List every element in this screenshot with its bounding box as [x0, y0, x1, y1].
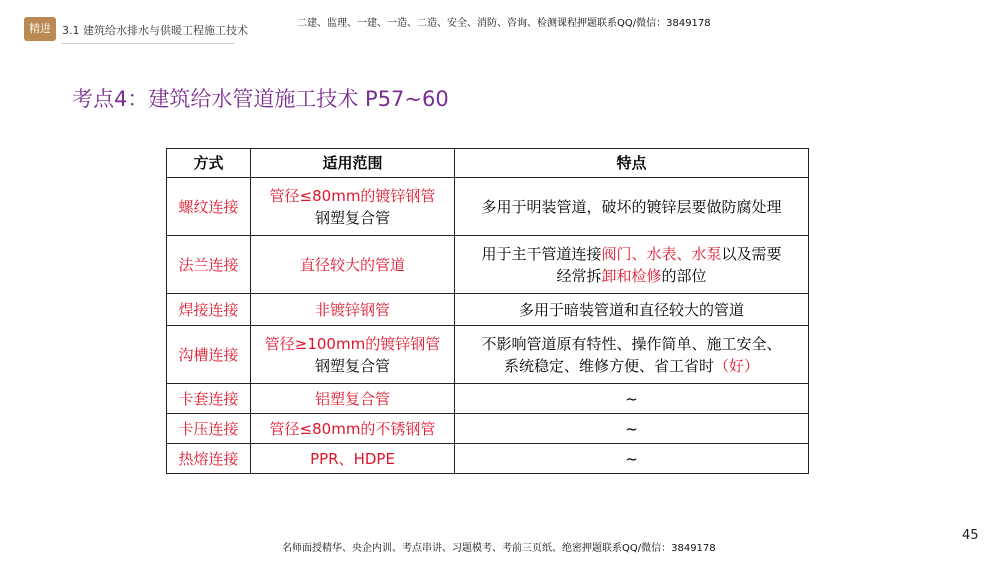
method-cell: 热熔连接 — [167, 444, 251, 474]
header-contact-note: 二建、监理、一建、一造、二造、安全、消防、咨询、检测课程押题联系QQ/微信：3849178 — [297, 18, 711, 29]
feature-cell — [455, 326, 809, 384]
connection-methods-table — [166, 148, 809, 474]
header-scope: 适用范围 — [251, 149, 455, 178]
feature-line — [459, 243, 804, 265]
feature-cell: ~ — [455, 444, 809, 474]
table-row — [167, 294, 809, 326]
section-title: 3.1 建筑给水排水与供暖工程施工技术 — [62, 24, 248, 37]
scope-text: 钢塑复合管 — [314, 356, 390, 375]
scope-highlight: 管径≤80mm的镀锌钢管 — [269, 186, 436, 205]
method-cell: 螺纹连接 — [167, 178, 251, 236]
feature-line — [459, 265, 804, 287]
feature-cell: ~ — [455, 414, 809, 444]
method-cell: 沟槽连接 — [167, 326, 251, 384]
scope-cell: 非镀锌钢管 — [251, 294, 455, 326]
header-method: 方式 — [167, 149, 251, 178]
scope-highlight: 管径≥100mm的镀锌钢管 — [264, 334, 441, 353]
feature-highlight: 阀门、水表、水泵 — [601, 244, 722, 263]
feature-text: 以及需要 — [721, 244, 782, 263]
page-title: 考点4：建筑给水管道施工技术 P57~60 — [72, 87, 449, 111]
feature-text: 经常拆 — [556, 266, 602, 285]
table-row — [167, 444, 809, 474]
feature-line: 不影响管道原有特性、操作简单、施工安全、 — [481, 334, 782, 353]
scope-cell: PPR、HDPE — [251, 444, 455, 474]
footer-contact-note: 名师面授精华、央企内训、考点串讲、习题模考、考前三页纸、绝密押题联系QQ/微信：3849178 — [282, 543, 716, 554]
table-row — [167, 178, 809, 236]
feature-cell: 多用于暗装管道和直径较大的管道 — [455, 294, 809, 326]
page-number: 45 — [962, 528, 979, 543]
feature-text: 系统稳定、维修方便、省工省时 — [503, 356, 714, 375]
table-row — [167, 384, 809, 414]
method-cell: 焊接连接 — [167, 294, 251, 326]
scope-cell — [251, 178, 455, 236]
table-header-row — [167, 149, 809, 178]
table-row — [167, 414, 809, 444]
table-row — [167, 236, 809, 294]
method-cell: 卡套连接 — [167, 384, 251, 414]
logo: 精进 — [24, 17, 56, 41]
feature-highlight: 卸和检修 — [601, 266, 662, 285]
header-features: 特点 — [455, 149, 809, 178]
feature-cell — [455, 236, 809, 294]
feature-text: 的部位 — [661, 266, 707, 285]
table-row — [167, 326, 809, 384]
feature-cell: ~ — [455, 384, 809, 414]
feature-text: 用于主干管道连接 — [481, 244, 602, 263]
scope-cell: 直径较大的管道 — [251, 236, 455, 294]
feature-line — [459, 355, 804, 377]
scope-cell: 管径≤80mm的不锈钢管 — [251, 414, 455, 444]
header-divider — [62, 43, 234, 44]
method-cell: 法兰连接 — [167, 236, 251, 294]
scope-cell — [251, 326, 455, 384]
scope-text: 钢塑复合管 — [314, 208, 390, 227]
scope-cell: 铝塑复合管 — [251, 384, 455, 414]
feature-highlight: （好） — [714, 356, 760, 375]
feature-cell: 多用于明装管道，破坏的镀锌层要做防腐处理 — [455, 178, 809, 236]
method-cell: 卡压连接 — [167, 414, 251, 444]
